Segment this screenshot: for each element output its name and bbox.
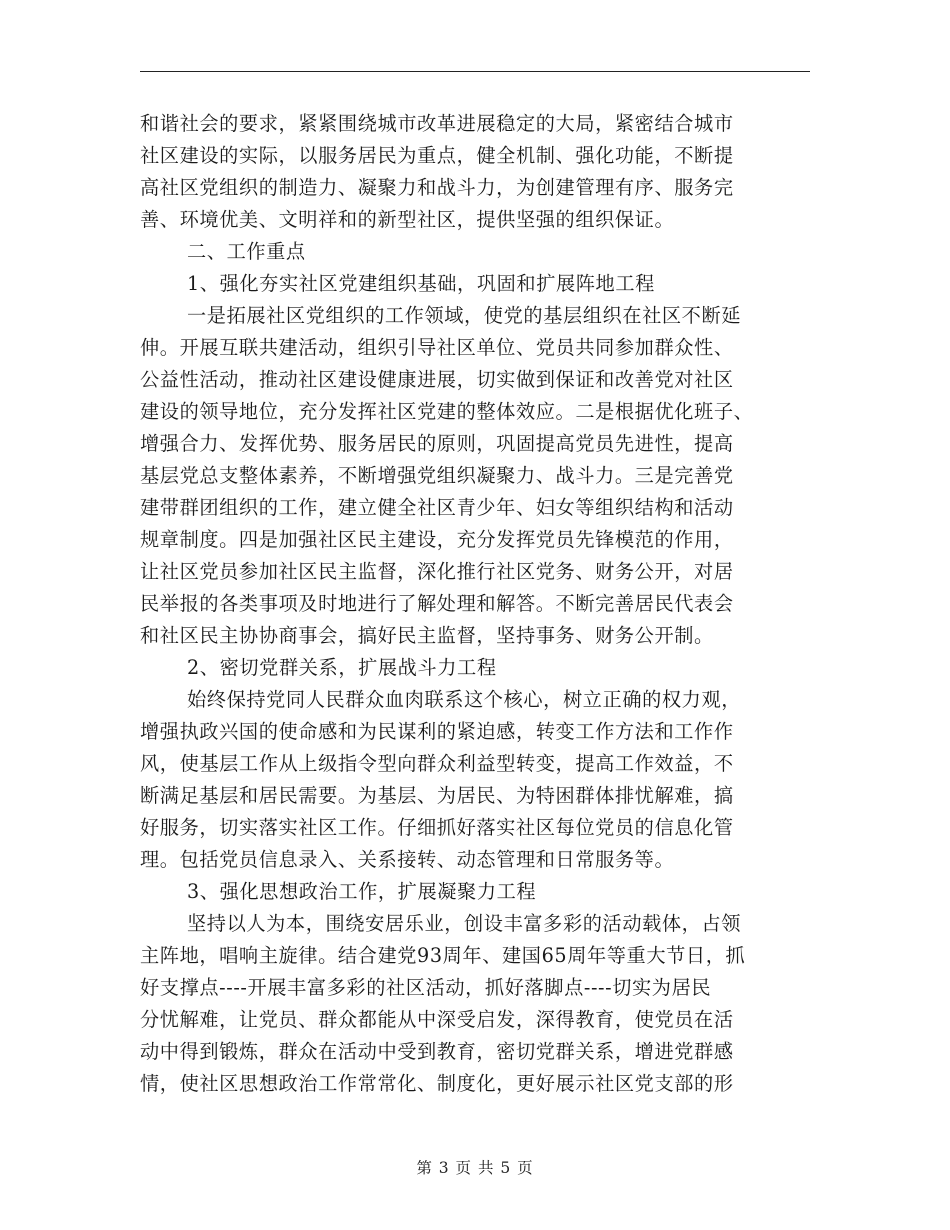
subsection-heading: 2、密切党群关系，扩展战斗力工程 [187, 656, 497, 679]
text-line: 和社区民主协协商事会，搞好民主监督，坚持事务、财务公开制。 [140, 624, 714, 647]
text-line: 和谐社会的要求，紧紧围绕城市改革进展稳定的大局，紧密结合城市 [140, 112, 734, 135]
text-line: 伸。开展互联共建活动，组织引导社区单位、党员共同参加群众性、 [140, 336, 734, 359]
text-line: 分忧解难，让党员、群众都能从中深受启发，深得教育，使党员在活 [140, 1008, 734, 1031]
text-line: 规章制度。四是加强社区民主建设，充分发挥党员先锋模范的作用， [140, 528, 734, 551]
text-line: 理。包括党员信息录入、关系接转、动态管理和日常服务等。 [140, 848, 675, 871]
text-line: 增强执政兴国的使命感和为民谋利的紧迫感，转变工作方法和工作作 [140, 720, 734, 743]
text-line: 基层党总支整体素养，不断增强党组织凝聚力、战斗力。三是完善党 [140, 464, 734, 487]
text-line: 增强合力、发挥优势、服务居民的原则，巩固提高党员先进性，提高 [140, 432, 734, 455]
text-line: 好支撑点----开展丰富多彩的社区活动，抓好落脚点----切实为居民 [140, 976, 712, 999]
text-line: 高社区党组织的制造力、凝聚力和战斗力，为创建管理有序、服务完 [140, 176, 734, 199]
text-line: 主阵地，唱响主旋律。结合建党93周年、建国65周年等重大节日，抓 [140, 944, 746, 967]
text-line: 断满足基层和居民需要。为基层、为居民、为特困群体排忧解难，搞 [140, 784, 734, 807]
section-heading: 二、工作重点 [187, 240, 306, 263]
header-rule [140, 71, 810, 72]
text-line: 让社区党员参加社区民主监督，深化推行社区党务、财务公开，对居 [140, 560, 734, 583]
text-line: 公益性活动，推动社区建设健康进展，切实做到保证和改善党对社区 [140, 368, 734, 391]
text-line: 动中得到锻炼，群众在活动中受到教育，密切党群关系，增进党群感 [140, 1040, 734, 1063]
text-line: 善、环境优美、文明祥和的新型社区，提供坚强的组织保证。 [140, 208, 675, 231]
text-line: 建带群团组织的工作，建立健全社区青少年、妇女等组织结构和活动 [140, 496, 734, 519]
text-line: 建设的领导地位，充分发挥社区党建的整体效应。二是根据优化班子、 [140, 400, 754, 423]
text-line: 一是拓展社区党组织的工作领域，使党的基层组织在社区不断延 [187, 304, 742, 327]
text-line: 始终保持党同人民群众血肉联系这个核心，树立正确的权力观， [187, 688, 742, 711]
text-line: 情，使社区思想政治工作常常化、制度化，更好展示社区党支部的形 [140, 1072, 734, 1095]
text-line: 坚持以人为本，围绕安居乐业，创设丰富多彩的活动载体，占领 [187, 912, 742, 935]
text-line: 民举报的各类事项及时地进行了解处理和解答。不断完善居民代表会 [140, 592, 734, 615]
text-line: 风，使基层工作从上级指令型向群众利益型转变，提高工作效益，不 [140, 752, 734, 775]
page-number-footer: 第 3 页 共 5 页 [416, 1159, 534, 1177]
text-line: 好服务，切实落实社区工作。仔细抓好落实社区每位党员的信息化管 [140, 816, 734, 839]
text-line: 社区建设的实际，以服务居民为重点，健全机制、强化功能，不断提 [140, 144, 734, 167]
subsection-heading: 1、强化夯实社区党建组织基础，巩固和扩展阵地工程 [187, 272, 655, 295]
subsection-heading: 3、强化思想政治工作，扩展凝聚力工程 [187, 880, 537, 903]
body-text [140, 108, 815, 1100]
